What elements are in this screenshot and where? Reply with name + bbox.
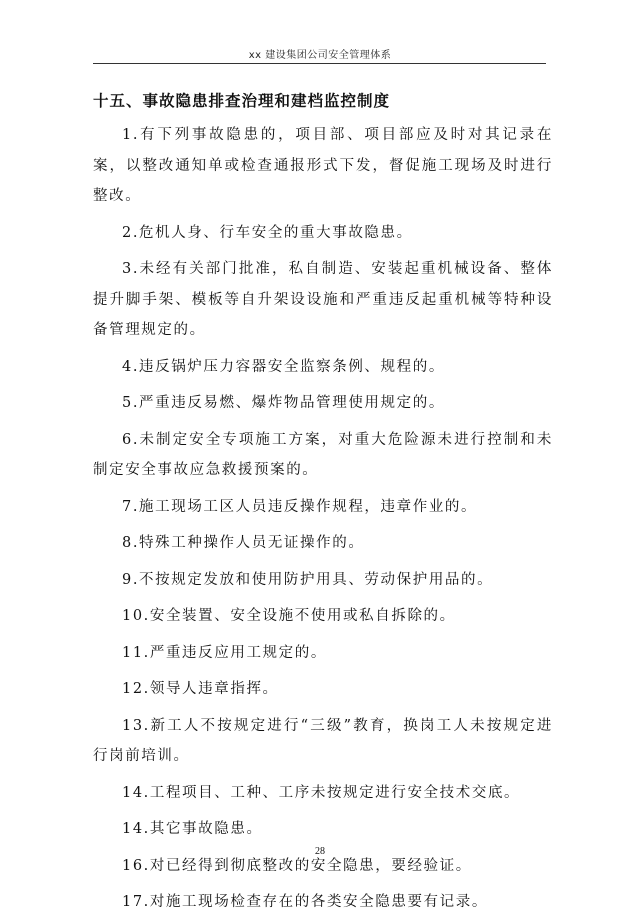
page-header: xx 建设集团公司安全管理体系 <box>248 50 392 61</box>
paragraph-1: 1.有下列事故隐患的，项目部、项目部应及时对其记录在案，以整改通知单或检查通报形式下发，督促施工现场及时进行整改。 <box>93 127 553 204</box>
paragraph-12: 12.领导人违章指挥。 <box>122 681 279 697</box>
paragraph-15: 14.其它事故隐患。 <box>122 821 263 837</box>
document-body <box>93 86 553 924</box>
header-divider <box>93 63 546 64</box>
paragraph-10: 10.安全装置、安全设施不使用或私自拆除的。 <box>122 608 456 624</box>
paragraph-6: 6.未制定安全专项施工方案，对重大危险源未进行控制和未制定安全事故应急救援预案的。 <box>93 431 553 478</box>
paragraph-17: 17.对施工现场检查存在的各类安全隐患要有记录。 <box>122 894 488 910</box>
paragraph-11: 11.严重违反应用工规定的。 <box>122 644 327 661</box>
page-number: 28 <box>315 846 325 857</box>
paragraph-2: 2.危机人身、行车安全的重大事故隐患。 <box>122 224 413 241</box>
paragraph-7: 7.施工现场工区人员违反操作规程，违章作业的。 <box>122 498 478 515</box>
paragraph-3: 3.未经有关部门批准，私自制造、安装起重机械设备、整体提升脚手架、模板等自升架设设施和严重违反起重机械等特种设备管理规定的。 <box>93 261 553 338</box>
paragraph-13: 13.新工人不按规定进行“三级”教育，换岗工人未按规定进行岗前培训。 <box>93 717 553 764</box>
section-title: 十五、事故隐患排查治理和建档监控制度 <box>93 92 391 110</box>
paragraph-9: 9.不按规定发放和使用防护用具、劳动保护用品的。 <box>122 571 494 588</box>
paragraph-5: 5.严重违反易燃、爆炸物品管理使用规定的。 <box>122 395 445 411</box>
paragraph-8: 8.特殊工种操作人员无证操作的。 <box>122 535 365 551</box>
paragraph-4: 4.违反锅炉压力容器安全监察条例、规程的。 <box>122 358 445 375</box>
paragraph-16: 16.对已经得到彻底整改的安全隐患，要经验证。 <box>122 857 472 874</box>
paragraph-14: 14.工程项目、工种、工序未按规定进行安全技术交底。 <box>122 784 521 801</box>
